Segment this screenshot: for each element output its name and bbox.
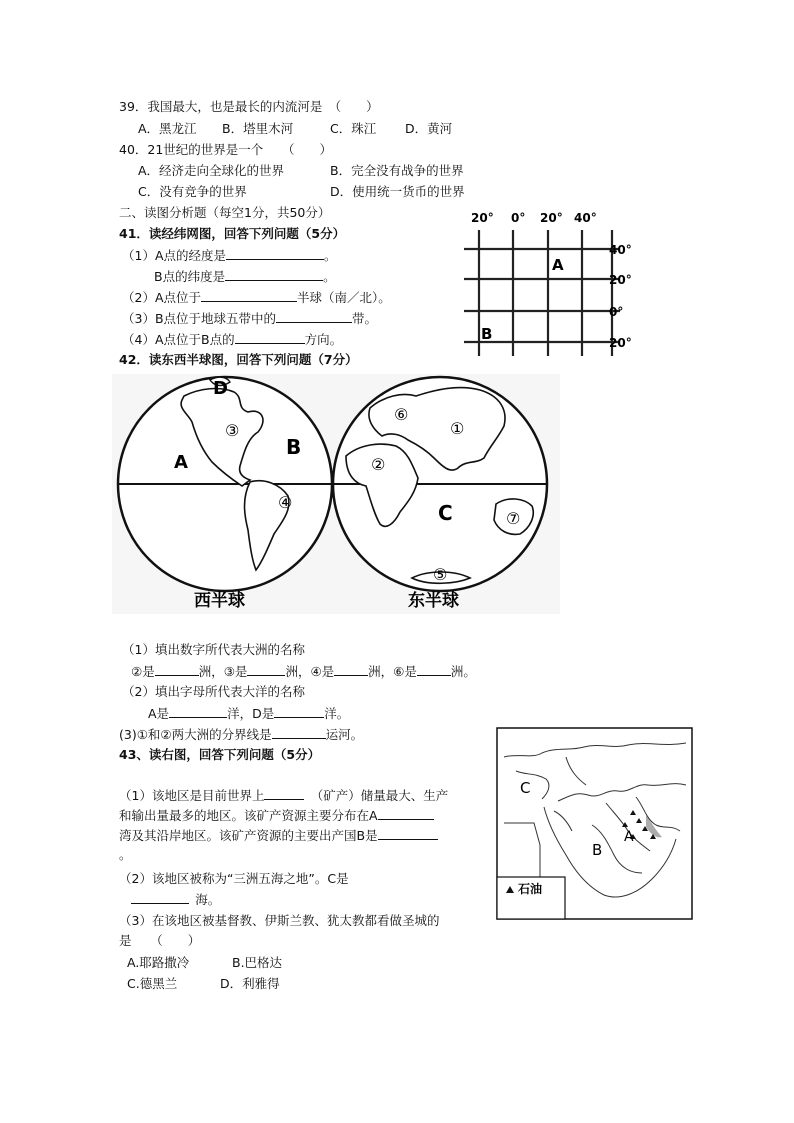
q43-option-c: C.德黑兰: [127, 976, 178, 991]
q43-p3-line2: 是 （ ）: [119, 933, 201, 948]
map-label-a: A: [624, 829, 634, 845]
q40-option-a: A．经济走向全球化的世界: [138, 163, 285, 178]
q41-blank-5[interactable]: [235, 330, 305, 344]
q41-l2-end: 。: [323, 269, 336, 284]
q41-l3-end: 半球（南／北）。: [297, 290, 391, 305]
q42-sub1: （1）填出数字所代表大洲的名称: [122, 642, 305, 657]
q41-l1-text: （1）A点的经度是: [122, 248, 227, 263]
q41-l5-end: 方向。: [304, 332, 343, 347]
q42-blank-a[interactable]: [169, 704, 227, 718]
q39-option-d: D．黄河: [405, 121, 453, 136]
grid-lat-label-4: 20°: [609, 336, 632, 350]
q43-p1-line3: [119, 826, 438, 845]
q41-blank-4[interactable]: [276, 309, 352, 323]
q43-p2-line2: [119, 890, 220, 909]
q43-option-a: A.耶路撒冷: [127, 955, 190, 970]
q42-blank-canal[interactable]: [272, 725, 326, 739]
q41-l2-text: B点的纬度是: [154, 269, 226, 284]
q42-s3: (3)①和②两大洲的分界线是: [119, 727, 272, 742]
continent-number-4: ④: [278, 493, 293, 512]
q43-blank-gulf[interactable]: [378, 806, 434, 820]
grid-lat-label-1: 40°: [609, 243, 632, 257]
q40-option-d: D．使用统一货币的世界: [330, 184, 465, 199]
q42-s3-end: 运河。: [325, 727, 364, 742]
q42-title: 42．读东西半球图，回答下列问题（7分）: [119, 352, 358, 367]
q43-p1c: 和输出量最多的地区。该矿产资源主要分布在A: [119, 808, 378, 823]
q42-s1e: 洲。: [450, 664, 476, 679]
grid-lon-label-2: 0°: [511, 211, 526, 225]
q42-s1b: 洲，③是: [198, 664, 248, 679]
q42-s2a: A是: [148, 706, 170, 721]
q43-p2b: 海。: [195, 892, 221, 907]
q42-s2c: 洋。: [324, 706, 350, 721]
ocean-label-b: B: [286, 435, 302, 459]
q42-blank-3[interactable]: [247, 662, 285, 676]
q41-blank-3[interactable]: [201, 288, 297, 302]
grid-lon-label-4: 40°: [574, 211, 597, 225]
q43-blank-sea[interactable]: [131, 890, 189, 904]
q41-line1: [122, 246, 337, 265]
grid-lon-label-1: 20°: [471, 211, 494, 225]
map-label-b: B: [592, 841, 603, 859]
q41-line4: [122, 309, 377, 328]
q41-l4-text: （3）B点位于地球五带中的: [122, 311, 277, 326]
map-legend-label: 石油: [518, 882, 543, 896]
grid-lon-label-3: 20°: [540, 211, 563, 225]
q42-sub3: [119, 725, 363, 744]
q40-stem: 40．21世纪的世界是一个 （ ）: [119, 142, 333, 157]
middle-east-map: [496, 727, 693, 920]
grid-lat-label-2: 20°: [609, 273, 632, 287]
ocean-label-c: C: [438, 501, 453, 525]
grid-point-b: B: [481, 325, 493, 343]
q39-option-b: B．塔里木河: [222, 121, 294, 136]
q40-option-b: B．完全没有战争的世界: [330, 163, 464, 178]
q42-blank-6[interactable]: [417, 662, 451, 676]
q42-blank-2[interactable]: [155, 662, 199, 676]
q41-blank-1[interactable]: [226, 246, 324, 260]
q43-p1-line2: [119, 806, 434, 825]
q43-option-b: B.巴格达: [232, 955, 283, 970]
q41-blank-2[interactable]: [225, 267, 323, 281]
continent-number-2: ②: [371, 455, 386, 474]
q42-s2b: 洋，D是: [227, 706, 275, 721]
lat-lon-grid-figure: [462, 208, 634, 360]
q39-option-c: C．珠江: [330, 121, 377, 136]
q42-s1c: 洲，④是: [285, 664, 335, 679]
q43-title: 43、读右图，回答下列问题（5分）: [119, 747, 321, 762]
section2-title: 二、读图分析题（每空1分，共50分）: [119, 205, 331, 220]
q43-p1-line1: [119, 786, 448, 805]
continent-number-6: ⑥: [394, 405, 409, 424]
q43-p3-line1: （3）在该地区被基督教、伊斯兰教、犹太教都看做圣城的: [119, 913, 440, 928]
q42-sub2-line: [148, 704, 349, 723]
continent-number-3: ③: [225, 421, 240, 440]
q41-line3: [122, 288, 391, 307]
q39-stem: 39．我国最大，也是最长的内流河是 （ ）: [119, 99, 379, 114]
q43-p1-line4: 。: [119, 847, 132, 862]
q40-option-c: C．没有竞争的世界: [138, 184, 247, 199]
map-label-c: C: [520, 779, 531, 797]
q42-blank-4[interactable]: [334, 662, 368, 676]
q42-blank-d[interactable]: [274, 704, 324, 718]
q39-option-a: A．黑龙江: [138, 121, 197, 136]
ocean-label-d: D: [213, 378, 228, 399]
q43-p1b: （矿产）储量最大、生产: [310, 788, 449, 803]
continent-number-7: ⑦: [506, 509, 521, 528]
q41-l3-text: （2）A点位于: [122, 290, 202, 305]
continent-number-5: ⑤: [433, 565, 448, 584]
q41-l4-end: 带。: [352, 311, 378, 326]
hemispheres-map: [112, 374, 560, 614]
ocean-label-a: A: [174, 452, 188, 473]
q43-p2-line1: （2）该地区被称为“三洲五海之地”。C是: [119, 871, 349, 886]
grid-point-a: A: [552, 256, 564, 274]
q41-l5-text: （4）A点位于B点的: [122, 332, 235, 347]
q43-option-d: D．利雅得: [220, 976, 280, 991]
q41-line5: [122, 330, 342, 349]
q41-line2: [154, 267, 336, 286]
continent-number-1: ①: [450, 419, 465, 438]
west-hemisphere-label: 西半球: [194, 591, 245, 611]
q43-p1a: （1）该地区是目前世界上: [119, 788, 265, 803]
grid-lat-label-3: 0°: [609, 305, 624, 319]
q42-sub1-line: [131, 662, 476, 681]
q42-s1a: ②是: [131, 664, 155, 679]
q41-l1-end: 。: [324, 248, 337, 263]
q43-blank-country[interactable]: [378, 826, 438, 840]
q41-title: 41．读经纬网图，回答下列问题（5分）: [119, 226, 346, 241]
q42-sub2: （2）填出字母所代表大洋的名称: [122, 684, 305, 699]
q43-p1d: 湾及其沿岸地区。该矿产资源的主要出产国B是: [119, 828, 378, 843]
east-hemisphere-label: 东半球: [408, 591, 459, 611]
q42-s1d: 洲，⑥是: [368, 664, 417, 679]
q43-blank-mineral[interactable]: [264, 786, 304, 800]
